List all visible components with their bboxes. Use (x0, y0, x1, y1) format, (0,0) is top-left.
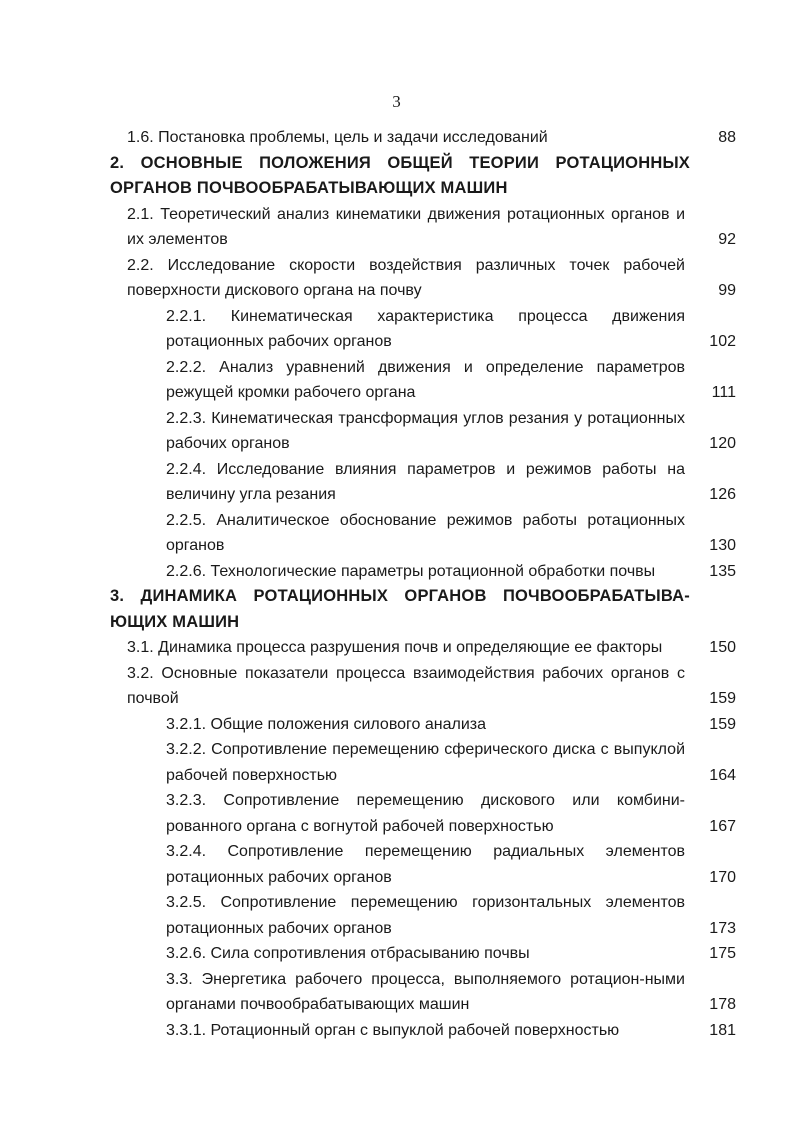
toc-entry-title: 3.1. Динамика процесса разрушения почв и определяющие ее факторы (127, 639, 663, 656)
toc-section-heading (0, 584, 793, 635)
toc-entry-page: 99 (718, 282, 736, 299)
toc-entry-title: 3.2.6. Сила сопротивления отбрасыванию почвы (166, 945, 530, 962)
toc-entry-page: 173 (709, 919, 736, 937)
toc-entry-page: 181 (709, 1021, 736, 1039)
toc-entry-page: 178 (709, 996, 736, 1013)
toc-entry (0, 559, 793, 585)
toc-entry-page: 92 (718, 231, 736, 248)
page-number: 3 (392, 92, 401, 111)
toc-entry-page: 120 (709, 435, 736, 452)
toc-entry-page: 167 (709, 817, 736, 835)
toc-entry (0, 355, 793, 406)
toc-entry (0, 788, 793, 839)
toc-entry-page: 170 (709, 868, 736, 886)
toc-entry-title: 3.2.1. Общие положения силового анализа (166, 715, 486, 733)
toc-entry-page: 135 (709, 562, 736, 580)
toc-entry-title: 2.2.4. Исследование влияния параметров и режимов работы на величину угла резания (166, 460, 685, 503)
toc-entry-page: 159 (709, 715, 736, 733)
toc-entry-title: 3.2.2. Сопротивление перемещению сферического диска с выпуклой рабочей поверхностью (166, 741, 685, 784)
toc-entry-title: 3. ДИНАМИКА РОТАЦИОННЫХ ОРГАНОВ ПОЧВООБРАБАТЫВА-ЮЩИХ МАШИН (110, 587, 690, 631)
table-of-contents (0, 125, 793, 1043)
toc-entry-page: 126 (709, 486, 736, 503)
toc-entry (0, 1018, 793, 1044)
toc-entry-page: 88 (718, 129, 736, 146)
toc-section-heading (0, 151, 793, 202)
toc-entry (0, 406, 793, 457)
toc-entry-title: 2.2.6. Технологические параметры ротационной обработки почвы (166, 562, 656, 580)
toc-entry (0, 737, 793, 788)
toc-entry (0, 635, 793, 661)
toc-entry (0, 967, 793, 1018)
toc-entry-title: 2.2.5. Аналитическое обоснование режимов работы ротационных органов (166, 511, 685, 554)
toc-entry-title: 2.2.3. Кинематическая трансформация углов резания у ротационных рабочих органов (166, 409, 685, 452)
toc-entry-page: 111 (711, 384, 736, 401)
toc-entry (0, 508, 793, 559)
toc-entry-title: 2.2.1. Кинематическая характеристика процесса движения ротационных рабочих органов (166, 307, 685, 350)
toc-entry-page: 159 (709, 690, 736, 707)
toc-entry-title: 2. ОСНОВНЫЕ ПОЛОЖЕНИЯ ОБЩЕЙ ТЕОРИИ РОТАЦИОННЫХ ОРГАНОВ ПОЧВООБРАБАТЫВАЮЩИХ МАШИН (110, 153, 690, 197)
toc-entry-title: 3.3.1. Ротационный орган с выпуклой рабочей поверхностью (166, 1021, 620, 1039)
toc-entry-title: 2.2. Исследование скорости воздействия различных точек рабочей поверхности дискового органа на почву (127, 256, 685, 299)
toc-entry-title: 3.2.4. Сопротивление перемещению радиальных элементов ротационных рабочих органов (166, 843, 685, 886)
toc-entry-page: 102 (709, 333, 736, 350)
toc-entry-title: 3.2. Основные показатели процесса взаимодействия рабочих органов с почвой (127, 664, 685, 707)
toc-entry (0, 839, 793, 890)
toc-entry (0, 890, 793, 941)
toc-entry (0, 941, 793, 967)
toc-entry (0, 253, 793, 304)
toc-entry (0, 661, 793, 712)
toc-entry-page: 175 (709, 945, 736, 962)
toc-entry (0, 202, 793, 253)
toc-entry-title: 2.1. Теоретический анализ кинематики движения ротационных органов и их элементов (127, 205, 685, 248)
toc-entry (0, 457, 793, 508)
toc-entry-page: 150 (709, 639, 736, 656)
toc-entry-page: 164 (709, 766, 736, 784)
toc-entry (0, 712, 793, 738)
toc-entry-title: 2.2.2. Анализ уравнений движения и определение параметров режущей кромки рабочего органа (166, 358, 685, 401)
toc-entry (0, 125, 793, 151)
toc-entry-page: 130 (709, 537, 736, 554)
toc-entry-title: 3.2.3. Сопротивление перемещению дискового или комбини-рованного органа с вогнутой рабочей поверхностью (166, 792, 685, 835)
toc-entry-title: 1.6. Постановка проблемы, цель и задачи исследований (127, 129, 548, 146)
toc-entry (0, 304, 793, 355)
toc-entry-title: 3.3. Энергетика рабочего процесса, выполняемого ротацион-ными органами почвообрабатывающих машин (166, 970, 685, 1013)
toc-entry-title: 3.2.5. Сопротивление перемещению горизонтальных элементов ротационных рабочих органов (166, 894, 685, 937)
